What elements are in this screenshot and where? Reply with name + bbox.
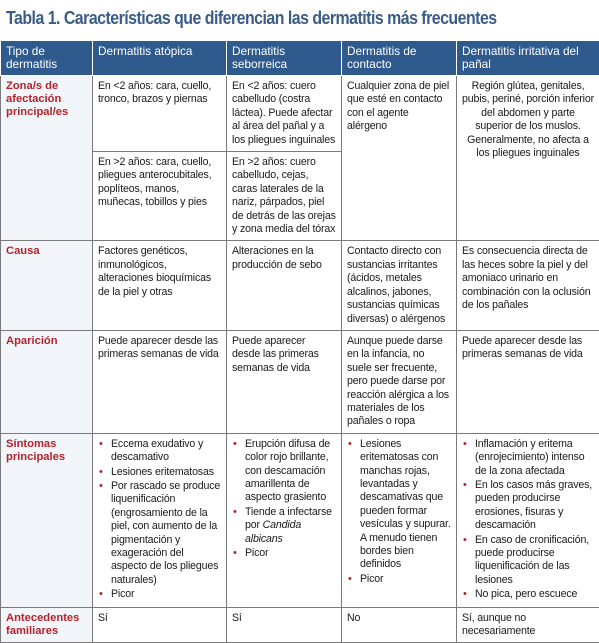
- list-item: • En caso de cronificación, puede producirse liquenificación de las lesiones: [462, 534, 594, 588]
- cell-aparicion-contacto: Aunque puede darse en la infancia, no suele ser frecuente, pero puede darse por reacción alérgica a los materiales de los pañales o ropa: [342, 330, 457, 433]
- cell-antecedentes-contacto: No: [342, 607, 457, 643]
- list-item: • Lesiones eritematosas con manchas rojas, levantadas y descamativas que pueden formar vesículas y supurar. A menudo tienen bordes bien definidos: [347, 438, 451, 572]
- list-item: • Picor: [98, 588, 221, 601]
- table-row: [1, 607, 599, 643]
- row-label-zonas: Zona/s de afectación principal/es: [1, 76, 93, 241]
- cell-zonas-seborreica-mayor: En >2 años: cuero cabelludo, cejas, caras laterales de la nariz, párpados, piel de detrás de las orejas y zona media del tórax: [227, 152, 342, 241]
- list-item: • Lesiones eritematosas: [98, 466, 221, 479]
- cell-causa-seborreica: Alteraciones en la producción de sebo: [227, 241, 342, 330]
- cell-zonas-atopica-menor: En <2 años: cara, cuello, tronco, brazos y piernas: [93, 76, 227, 152]
- row-label-causa: Causa: [1, 241, 93, 330]
- bullet-icon: •: [463, 534, 467, 547]
- header-row: [1, 41, 599, 76]
- cell-zonas-irritativa: Región glútea, genitales, pubis, periné, porción inferior del abdomen y parte superior de los muslos. Generalmente, no afecta a los pliegues inguinales: [457, 76, 599, 241]
- list-item: • En los casos más graves, pueden producirse erosiones, fisuras y descamación: [462, 479, 594, 533]
- header-seborreica: Dermatitis seborreica: [227, 41, 342, 76]
- bullet-icon: •: [233, 506, 237, 519]
- cell-zonas-contacto: Cualquier zona de piel que esté en contacto con el agente alérgeno: [342, 76, 457, 241]
- cell-antecedentes-irritativa: Sí, aunque no necesariamente: [457, 607, 599, 643]
- cell-causa-irritativa: Es consecuencia directa de las heces sobre la piel y del amoniaco urinario en combinación con la oclusión de los pañales: [457, 241, 599, 330]
- bullet-icon: •: [348, 573, 352, 586]
- row-label-sintomas: Síntomas principales: [1, 433, 93, 607]
- table-title: Tabla 1. Características que diferencian las dermatitis más frecuentes: [6, 7, 497, 29]
- cell-sintomas-irritativa: [457, 433, 599, 607]
- cell-antecedentes-atopica: Sí: [93, 607, 227, 643]
- bullet-icon: •: [463, 438, 467, 451]
- table-row: [1, 433, 599, 607]
- list-item: • Tiende a infectarse por Candida albicans: [232, 506, 336, 546]
- cell-zonas-atopica-mayor: En >2 años: cara, cuello, pliegues anterocubitales, poplíteos, manos, muñecas, tobillos y pies: [93, 152, 227, 241]
- header-irritativa: Dermatitis irritativa del pañal: [457, 41, 599, 76]
- header-contacto: Dermatitis de contacto: [342, 41, 457, 76]
- row-label-antecedentes: Antecedentes familiares: [1, 607, 93, 643]
- bullet-icon: •: [233, 438, 237, 451]
- cell-causa-atopica: Factores genéticos, inmunológicos, alteraciones bioquímicas de la piel y otras: [93, 241, 227, 330]
- list-item: • Picor: [347, 573, 451, 586]
- cell-zonas-seborreica-menor: En <2 años: cuero cabelludo (costra láctea). Puede afectar al área del pañal y a los pliegues inguinales: [227, 76, 342, 152]
- cell-antecedentes-seborreica: Sí: [227, 607, 342, 643]
- list-item: • Eccema exudativo y descamativo: [98, 438, 221, 465]
- cell-causa-contacto: Contacto directo con sustancias irritantes (ácidos, metales alcalinos, jabones, sustancias químicas diversas) o alérgenos: [342, 241, 457, 330]
- row-label-aparicion: Aparición: [1, 330, 93, 433]
- cell-aparicion-irritativa: Puede aparecer desde las primeras semanas de vida: [457, 330, 599, 433]
- cell-sintomas-contacto: [342, 433, 457, 607]
- bullet-icon: •: [99, 480, 103, 493]
- cell-sintomas-seborreica: [227, 433, 342, 607]
- list-item: • Por rascado se produce liquenificación (engrosamiento de la piel, con aumento de la pigmentación y exageración del aspecto de los pliegues naturales): [98, 480, 221, 587]
- bullet-icon: •: [463, 479, 467, 492]
- bullet-icon: •: [99, 466, 103, 479]
- header-tipo: Tipo de dermatitis: [1, 41, 93, 76]
- dermatitis-table: [0, 40, 599, 643]
- table-row: [1, 241, 599, 330]
- bullet-icon: •: [99, 438, 103, 451]
- header-atopica: Dermatitis atópica: [93, 41, 227, 76]
- cell-aparicion-atopica: Puede aparecer desde las primeras semanas de vida: [93, 330, 227, 433]
- bullet-icon: •: [348, 438, 352, 451]
- list-item: • Picor: [232, 547, 336, 560]
- cell-aparicion-seborreica: Puede aparecer desde las primeras semanas de vida: [227, 330, 342, 433]
- list-item: • Inflamación y eritema (enrojecimiento) intenso de la zona afectada: [462, 438, 594, 478]
- table-row: [1, 330, 599, 433]
- bullet-icon: •: [99, 588, 103, 601]
- list-item: • Erupción difusa de color rojo brillante, con descamación amarillenta de aspecto grasiento: [232, 438, 336, 505]
- bullet-icon: •: [463, 588, 467, 601]
- list-item: • No pica, pero escuece: [462, 588, 594, 601]
- cell-sintomas-atopica: [93, 433, 227, 607]
- bullet-icon: •: [233, 547, 237, 560]
- table-row: [1, 76, 599, 152]
